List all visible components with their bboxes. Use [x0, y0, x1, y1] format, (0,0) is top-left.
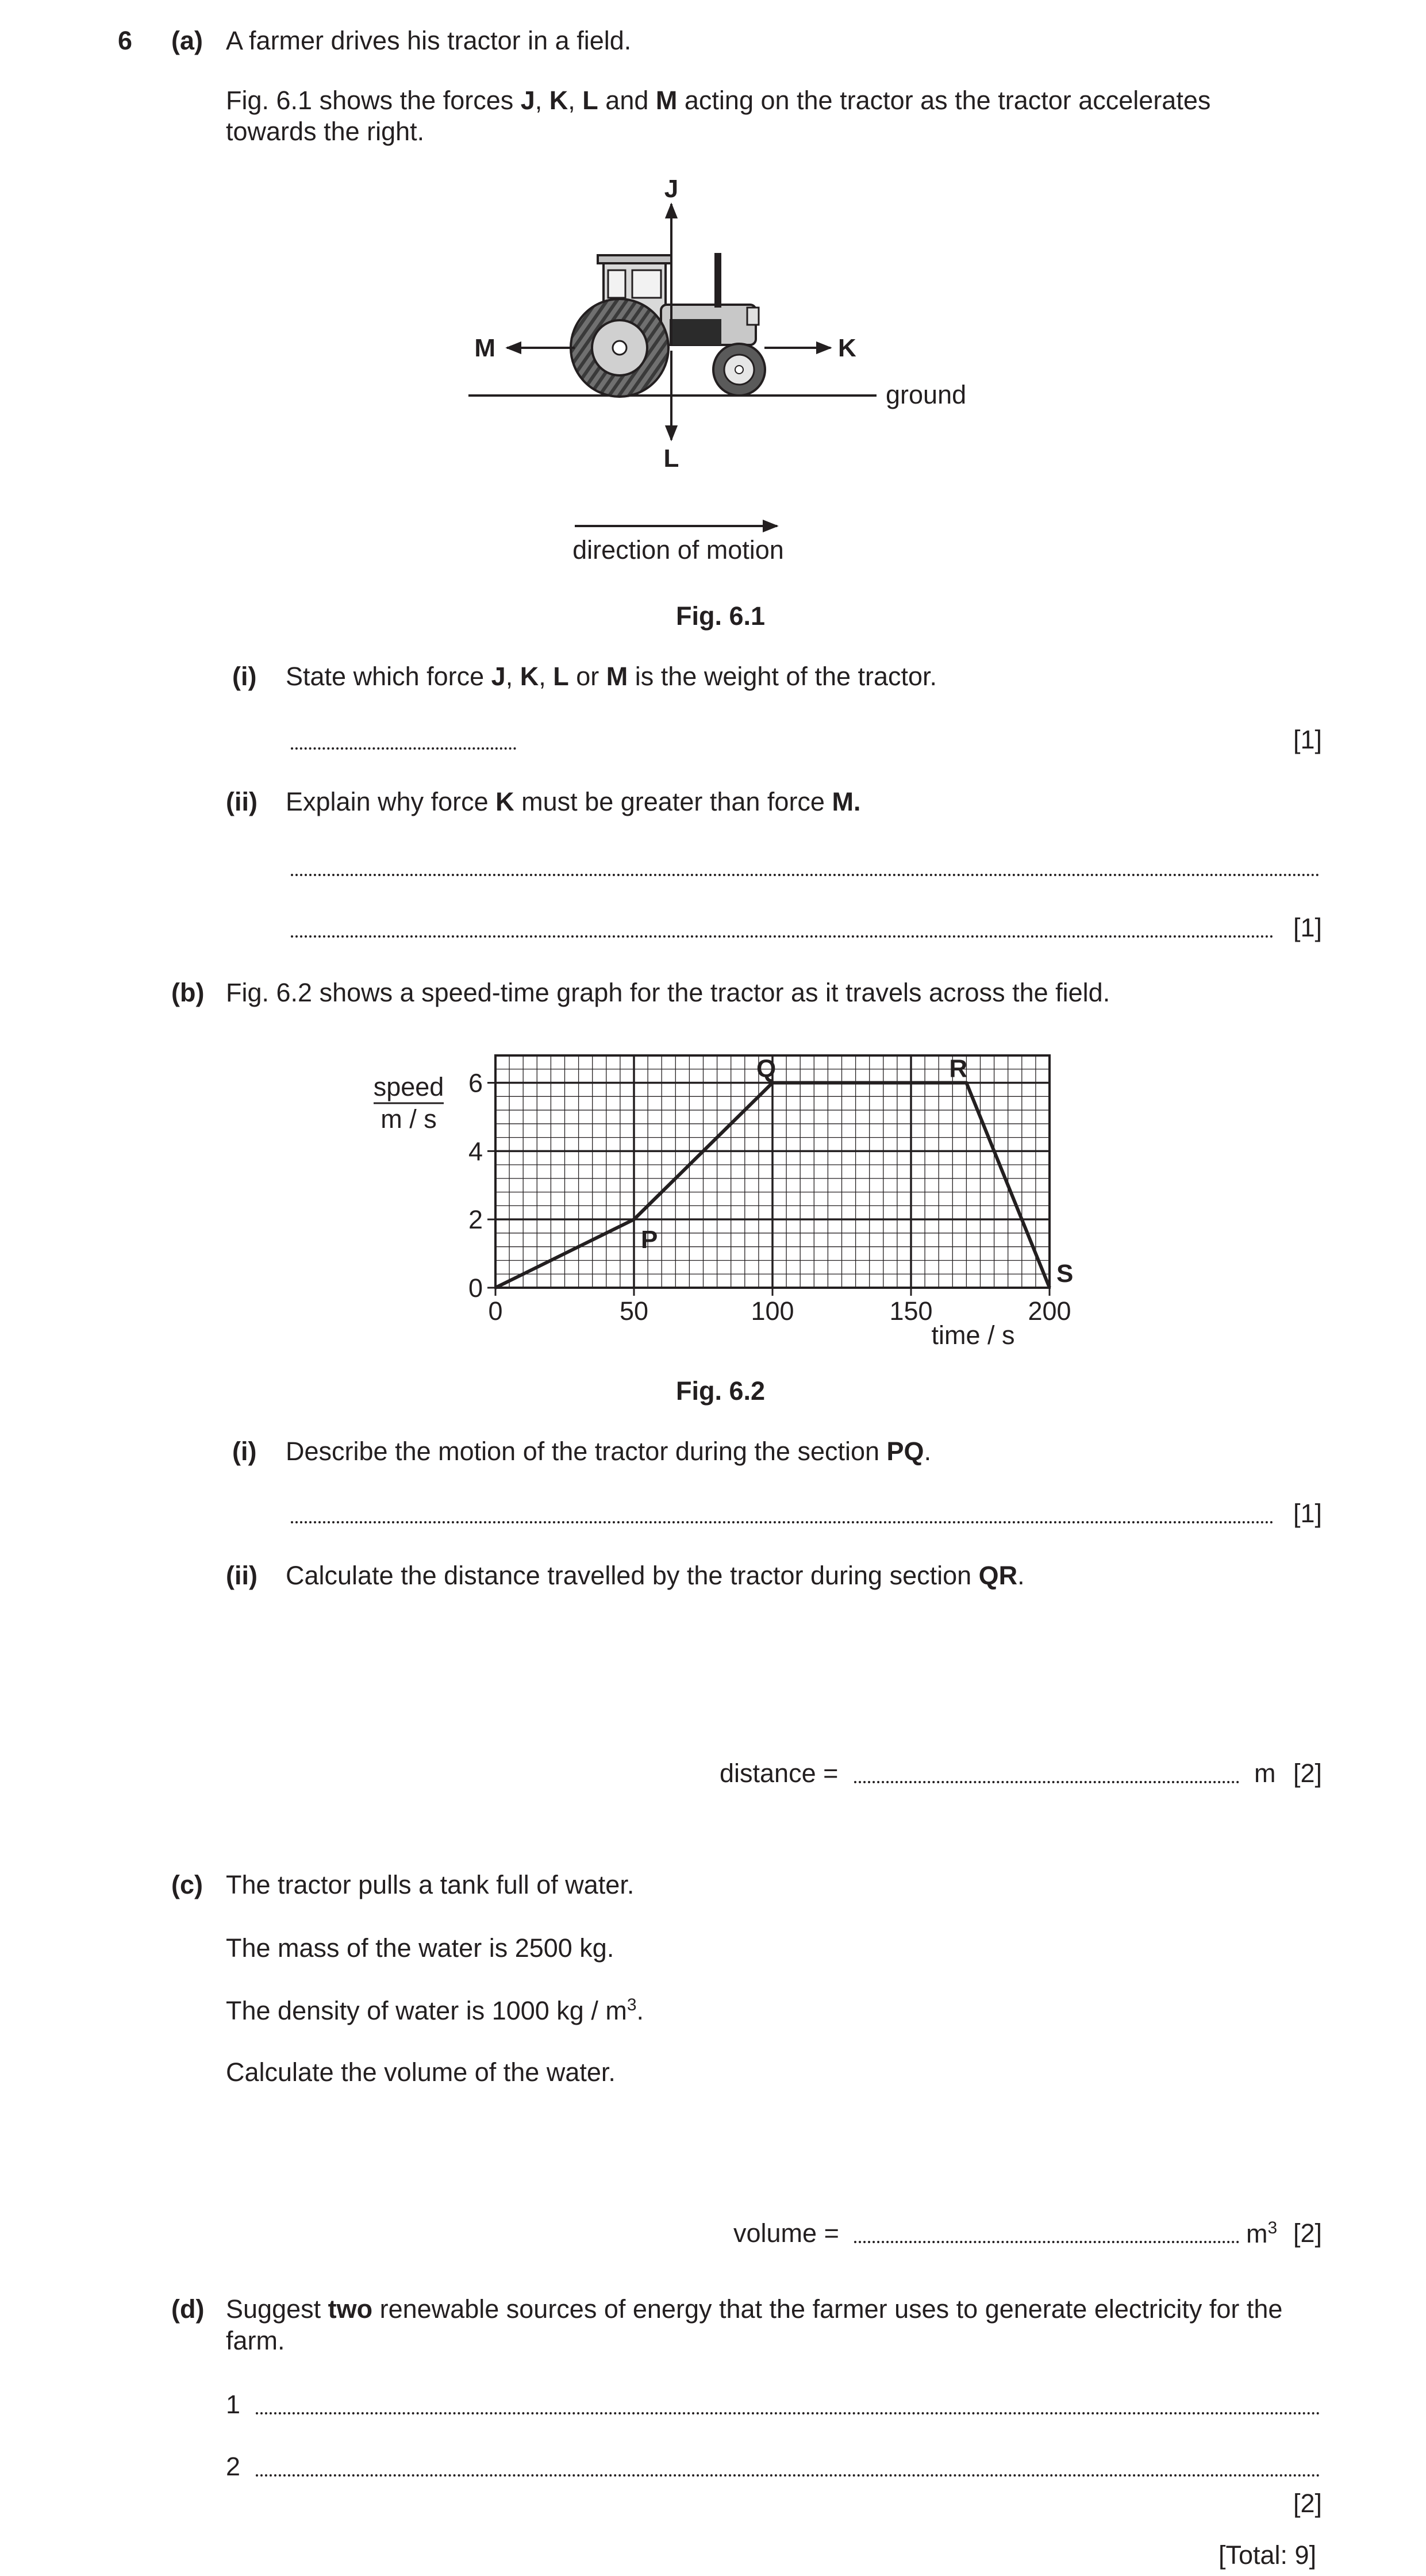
point-label-s: S: [1056, 1260, 1074, 1288]
question-number: 6: [118, 26, 133, 55]
point-label-q: Q: [756, 1054, 777, 1083]
part-b-ii-label: (ii): [226, 1561, 257, 1590]
point-label-r: R: [949, 1054, 968, 1083]
label-ground: ground: [886, 380, 967, 409]
part-a-label: (a): [171, 26, 203, 55]
y-tick-label: 0: [468, 1273, 483, 1303]
y-axis-unit: m / s: [380, 1104, 437, 1134]
x-tick-label: 50: [619, 1296, 649, 1326]
label-L: L: [663, 444, 679, 473]
part-d-label: (d): [171, 2294, 205, 2324]
volume-answer-label: volume =: [733, 2218, 839, 2248]
marks-a-i: [1]: [1293, 725, 1323, 754]
part-d-question-cont: farm.: [226, 2326, 285, 2355]
answer-line-a-ii-2[interactable]: [291, 935, 1274, 938]
y-tick-label: 4: [468, 1137, 483, 1166]
chart-labels: [641, 1055, 1073, 1288]
volume-unit: $m^3$: [1246, 2218, 1278, 2248]
fig-6-1-description: Fig. 6.1 shows the forces J, K, L and M acting on the tractor as the tractor accelerates towards the right.: [226, 86, 1211, 146]
part-b-i-label: (i): [232, 1437, 257, 1466]
marks-b-ii: [2]: [1293, 1759, 1323, 1788]
x-tick-label: 200: [1028, 1296, 1071, 1326]
part-c-line-2: The mass of the water is 2500 kg.: [226, 1933, 614, 1963]
part-d-question: Suggest two renewable sources of energy that the farmer uses to generate electricity for the: [226, 2294, 1283, 2324]
part-c-label: (c): [171, 1870, 203, 1899]
distance-answer-label: distance =: [720, 1759, 839, 1788]
fig-6-1-caption: Fig. 6.1: [676, 601, 766, 631]
chart-grid: [495, 1055, 1050, 1288]
answer-number-2: 2: [226, 2452, 241, 2481]
marks-b-i: [1]: [1293, 1499, 1323, 1528]
point-label-p: P: [641, 1226, 658, 1254]
part-b-label: (b): [171, 978, 205, 1007]
part-a-ii-label: (ii): [226, 787, 257, 816]
answer-line-d-2[interactable]: [256, 2474, 1320, 2477]
answer-line-d-1[interactable]: [256, 2412, 1320, 2414]
distance-unit: m: [1254, 1759, 1276, 1788]
part-b-intro: Fig. 6.2 shows a speed-time graph for the tractor as it travels across the field.: [226, 978, 1110, 1007]
part-c-line-1: The tractor pulls a tank full of water.: [226, 1870, 635, 1899]
distance-answer-line[interactable]: [854, 1781, 1239, 1783]
marks-d: [2]: [1293, 2489, 1323, 2518]
total-marks: [Total: 9]: [1219, 2540, 1317, 2570]
part-c-line-4: Calculate the volume of the water.: [226, 2057, 616, 2087]
y-tick-label: 2: [468, 1205, 483, 1235]
part-b-i-question: Describe the motion of the tractor during the section PQ.: [286, 1437, 932, 1466]
part-a-intro: A farmer drives his tractor in a field.: [226, 26, 632, 55]
marks-c: [2]: [1293, 2218, 1323, 2248]
y-tick-label: 6: [468, 1068, 483, 1098]
part-a-i-question: State which force J, K, L or M is the weight of the tractor.: [286, 662, 937, 691]
part-b-ii-question: Calculate the distance travelled by the tractor during section QR.: [286, 1561, 1025, 1590]
x-tick-label: 150: [889, 1296, 933, 1326]
fig-6-2-caption: Fig. 6.2: [676, 1376, 766, 1406]
tractor-illustration: [571, 253, 765, 397]
part-c-line-3: The density of water is 1000 kg / $m^3$.: [226, 1995, 644, 2025]
y-axis-label: speed: [373, 1072, 444, 1101]
x-tick-label: 100: [751, 1296, 794, 1326]
fig-6-1-force-diagram: [448, 167, 1000, 581]
x-axis-label: time / s: [931, 1320, 1015, 1350]
speed-time-graph: [356, 1023, 1092, 1357]
answer-line-a-ii-1[interactable]: [291, 874, 1320, 876]
marks-a-ii: [1]: [1293, 913, 1323, 942]
x-tick-label: 0: [488, 1296, 503, 1326]
part-a-i-label: (i): [232, 662, 257, 691]
answer-line-a-i[interactable]: [291, 747, 516, 750]
answer-line-b-i[interactable]: [291, 1521, 1274, 1523]
volume-answer-line[interactable]: [854, 2241, 1239, 2243]
answer-number-1: 1: [226, 2390, 241, 2419]
label-M: M: [474, 334, 495, 362]
label-direction-of-motion: direction of motion: [572, 535, 784, 565]
part-a-ii-question: Explain why force K must be greater than force M.: [286, 787, 861, 816]
label-J: J: [664, 175, 679, 203]
label-K: K: [838, 334, 856, 362]
